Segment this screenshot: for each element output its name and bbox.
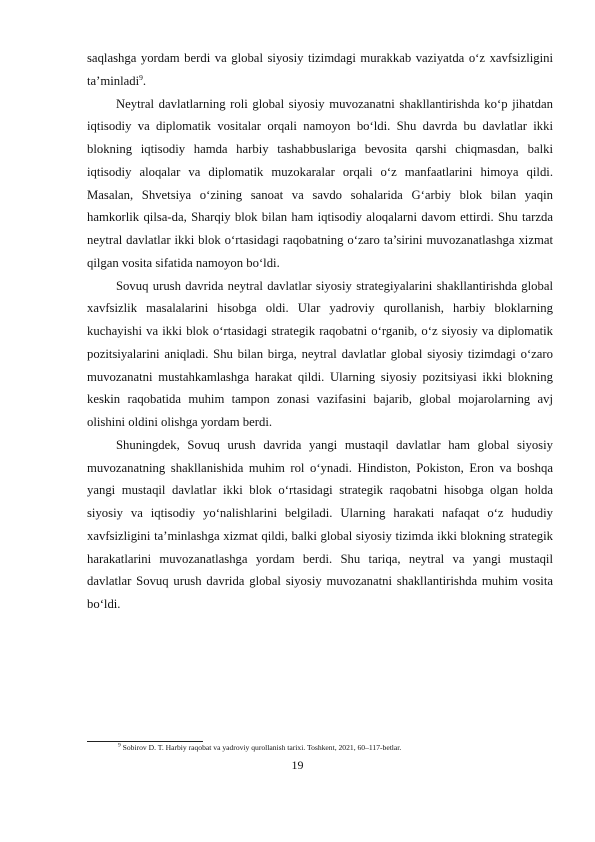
paragraph-neutral-states-role: Neytral davlatlarning roli global siyosiy muvozanatni shakllantirishda ko‘p jihatdan iqtisodiy va diplomatik vositalar orqali namoyon bo‘ldi. Shu davrda bu davlatlar ikki blokning iqtisodiy hamda harbiy tashabbuslariga bevosita qarshi chiqmasdan, balki iqtisodiy aloqalar va diplomatik muzokaralar orqali o‘z manfaatlarini himoya qildi. Masalan, Shvetsiya o‘zining sanoat va savdo sohalarida G‘arbiy blok bilan yaqin hamkorlik qilsa-da, Sharqiy blok bilan ham iqtisodiy aloqalarni davom ettirdi. Shu tarzda neytral davlatlar ikki blok o‘rtasidagi raqobatning o‘zaro ta’sirini muvozanatlashga xizmat qilgan vosita sifatida namoyon bo‘ldi. [87,96,553,270]
footnote-reference[interactable]: 9 [139,72,143,82]
footnote-text: Sobirov D. T. Harbiy raqobat va yadroviy qurollanish tarixi. Toshkent, 2021, 60–117-betlar. [122,743,402,752]
paragraph-neutral-strategies: Sovuq urush davrida neytral davlatlar siyosiy strategiyalarini shakllantirishda global xavfsizlik masalalarini hisobga oldi. Ular yadroviy qurollanish, harbiy bloklarning kuchayishi va ikki blok o‘rtasidagi strategik raqobatni o‘rganib, o‘z siyosiy va diplomatik pozitsiyalarini aniqladi. Shu bilan birga, neytral davlatlar global siyosiy tizimdagi o‘zaro muvozanatni mustahkamlashga harakat qildi. Ularning siyosiy pozitsiyasi ikki blokning keskin raqobatida muhim tampon zonasi vazifasini bajarib, global mojarolarning avj olishini oldini olishga yordam berdi. [87,278,553,429]
paragraph-trailing-period: . [142,73,147,88]
paragraph-text: saqlashga yordam berdi va global siyosiy tizimdagi murakkab vaziyatda o‘z xavfsizligini ta’minladi [87,51,553,88]
document-body [87,47,553,616]
footnote [118,743,401,753]
paragraph-continuation [87,47,553,93]
footnote-number: 9 [118,742,121,749]
footnote-separator [87,741,203,742]
paragraph-new-independent-states: Shuningdek, Sovuq urush davrida yangi mustaqil davlatlar ham global siyosiy muvozanatning shakllanishida muhim rol o‘ynadi. Hindiston, Pokiston, Eron va boshqa yangi mustaqil davlatlar ikki blok o‘rtasidagi strategik raqobatni hisobga olgan holda siyosiy va iqtisodiy yo‘nalishlarini belgiladi. Ularning harakati nafaqat o‘z hududiy xavfsizligini ta’minlashga xizmat qildi, balki global siyosiy tizimda ikki blokning strategik harakatlarini muvozanatlashga yordam berdi. Shu tariqa, neytral va yangi mustaqil davlatlar Sovuq urush davrida global siyosiy muvozanatni shakllantirishda muhim vosita bo‘ldi. [87,437,553,611]
page-number: 19 [291,758,304,772]
